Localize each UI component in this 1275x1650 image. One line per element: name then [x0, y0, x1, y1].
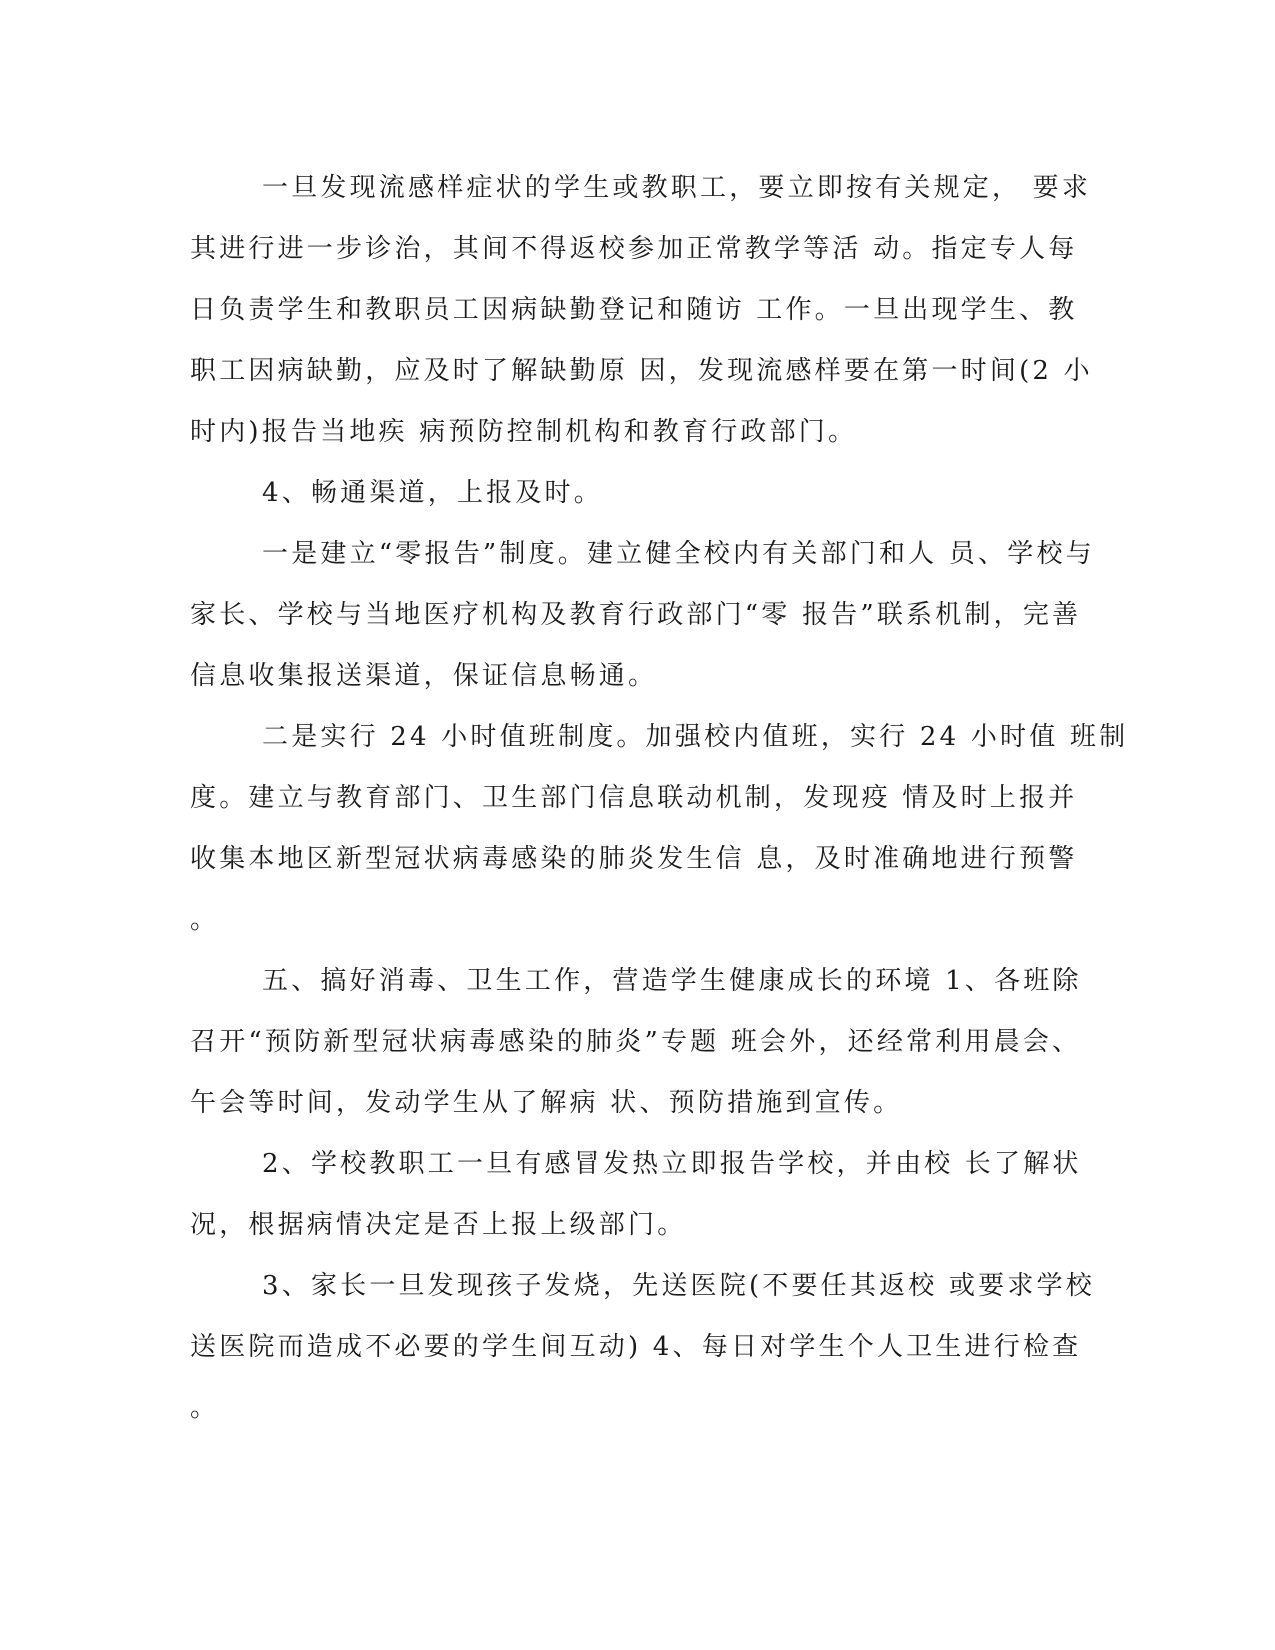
text-line: 3、家长一旦发现孩子发烧，先送医院(不要任其返校 或要求学校 — [262, 1271, 1095, 1301]
text-line: 二是实行 24 小时值班制度。加强校内值班，实行 24 小时值 班制 — [262, 722, 1129, 752]
text-line: 2、学校教职工一旦有感冒发热立即报告学校，并由校 长了解状 — [262, 1149, 1082, 1179]
text-line: 一旦发现流感样症状的学生或教职工，要立即按有关规定， 要求 — [262, 173, 1092, 203]
text-line: 况，根据病情决定是否上报上级部门。 — [190, 1210, 687, 1240]
text-line: 召开“预防新型冠状病毒感染的肺炎”专题 班会外，还经常利用晨会、 — [190, 1027, 1082, 1057]
text-line: 收集本地区新型冠状病毒感染的肺炎发生信 息，及时准确地进行预警 — [190, 844, 1078, 874]
body-text — [190, 158, 1129, 1439]
text-line: 一是建立“零报告”制度。建立健全校内有关部门和人 员、学校与 — [262, 539, 1095, 569]
text-line: 午会等时间，发动学生从了解病 状、预防措施到宣传。 — [190, 1088, 903, 1118]
text-line: 家长、学校与当地医疗机构及教育行政部门“零 报告”联系机制，完善 — [190, 600, 1082, 630]
text-line: 信息收集报送渠道，保证信息畅通。 — [190, 661, 658, 691]
text-line: 五、搞好消毒、卫生工作，营造学生健康成长的环境 1、各班除 — [262, 966, 1082, 996]
text-line: 4、畅通渠道，上报及时。 — [262, 478, 603, 508]
text-line: 送医院而造成不必要的学生间互动) 4、每日对学生个人卫生进行检查 — [190, 1332, 1082, 1362]
text-line: 职工因病缺勤，应及时了解缺勤原 因，发现流感样要在第一时间(2 小 — [190, 356, 1093, 386]
text-line: 。 — [190, 905, 220, 935]
text-line: 日负责学生和教职员工因病缺勤登记和随访 工作。一旦出现学生、教 — [190, 295, 1078, 325]
text-line: 其进行进一步诊治，其间不得返校参加正常教学等活 动。指定专人每 — [190, 234, 1078, 264]
text-line: 时内)报告当地疾 病预防控制机构和教育行政部门。 — [190, 417, 858, 447]
text-line: 。 — [190, 1393, 220, 1423]
text-line: 度。建立与教育部门、卫生部门信息联动机制，发现疫 情及时上报并 — [190, 783, 1078, 813]
